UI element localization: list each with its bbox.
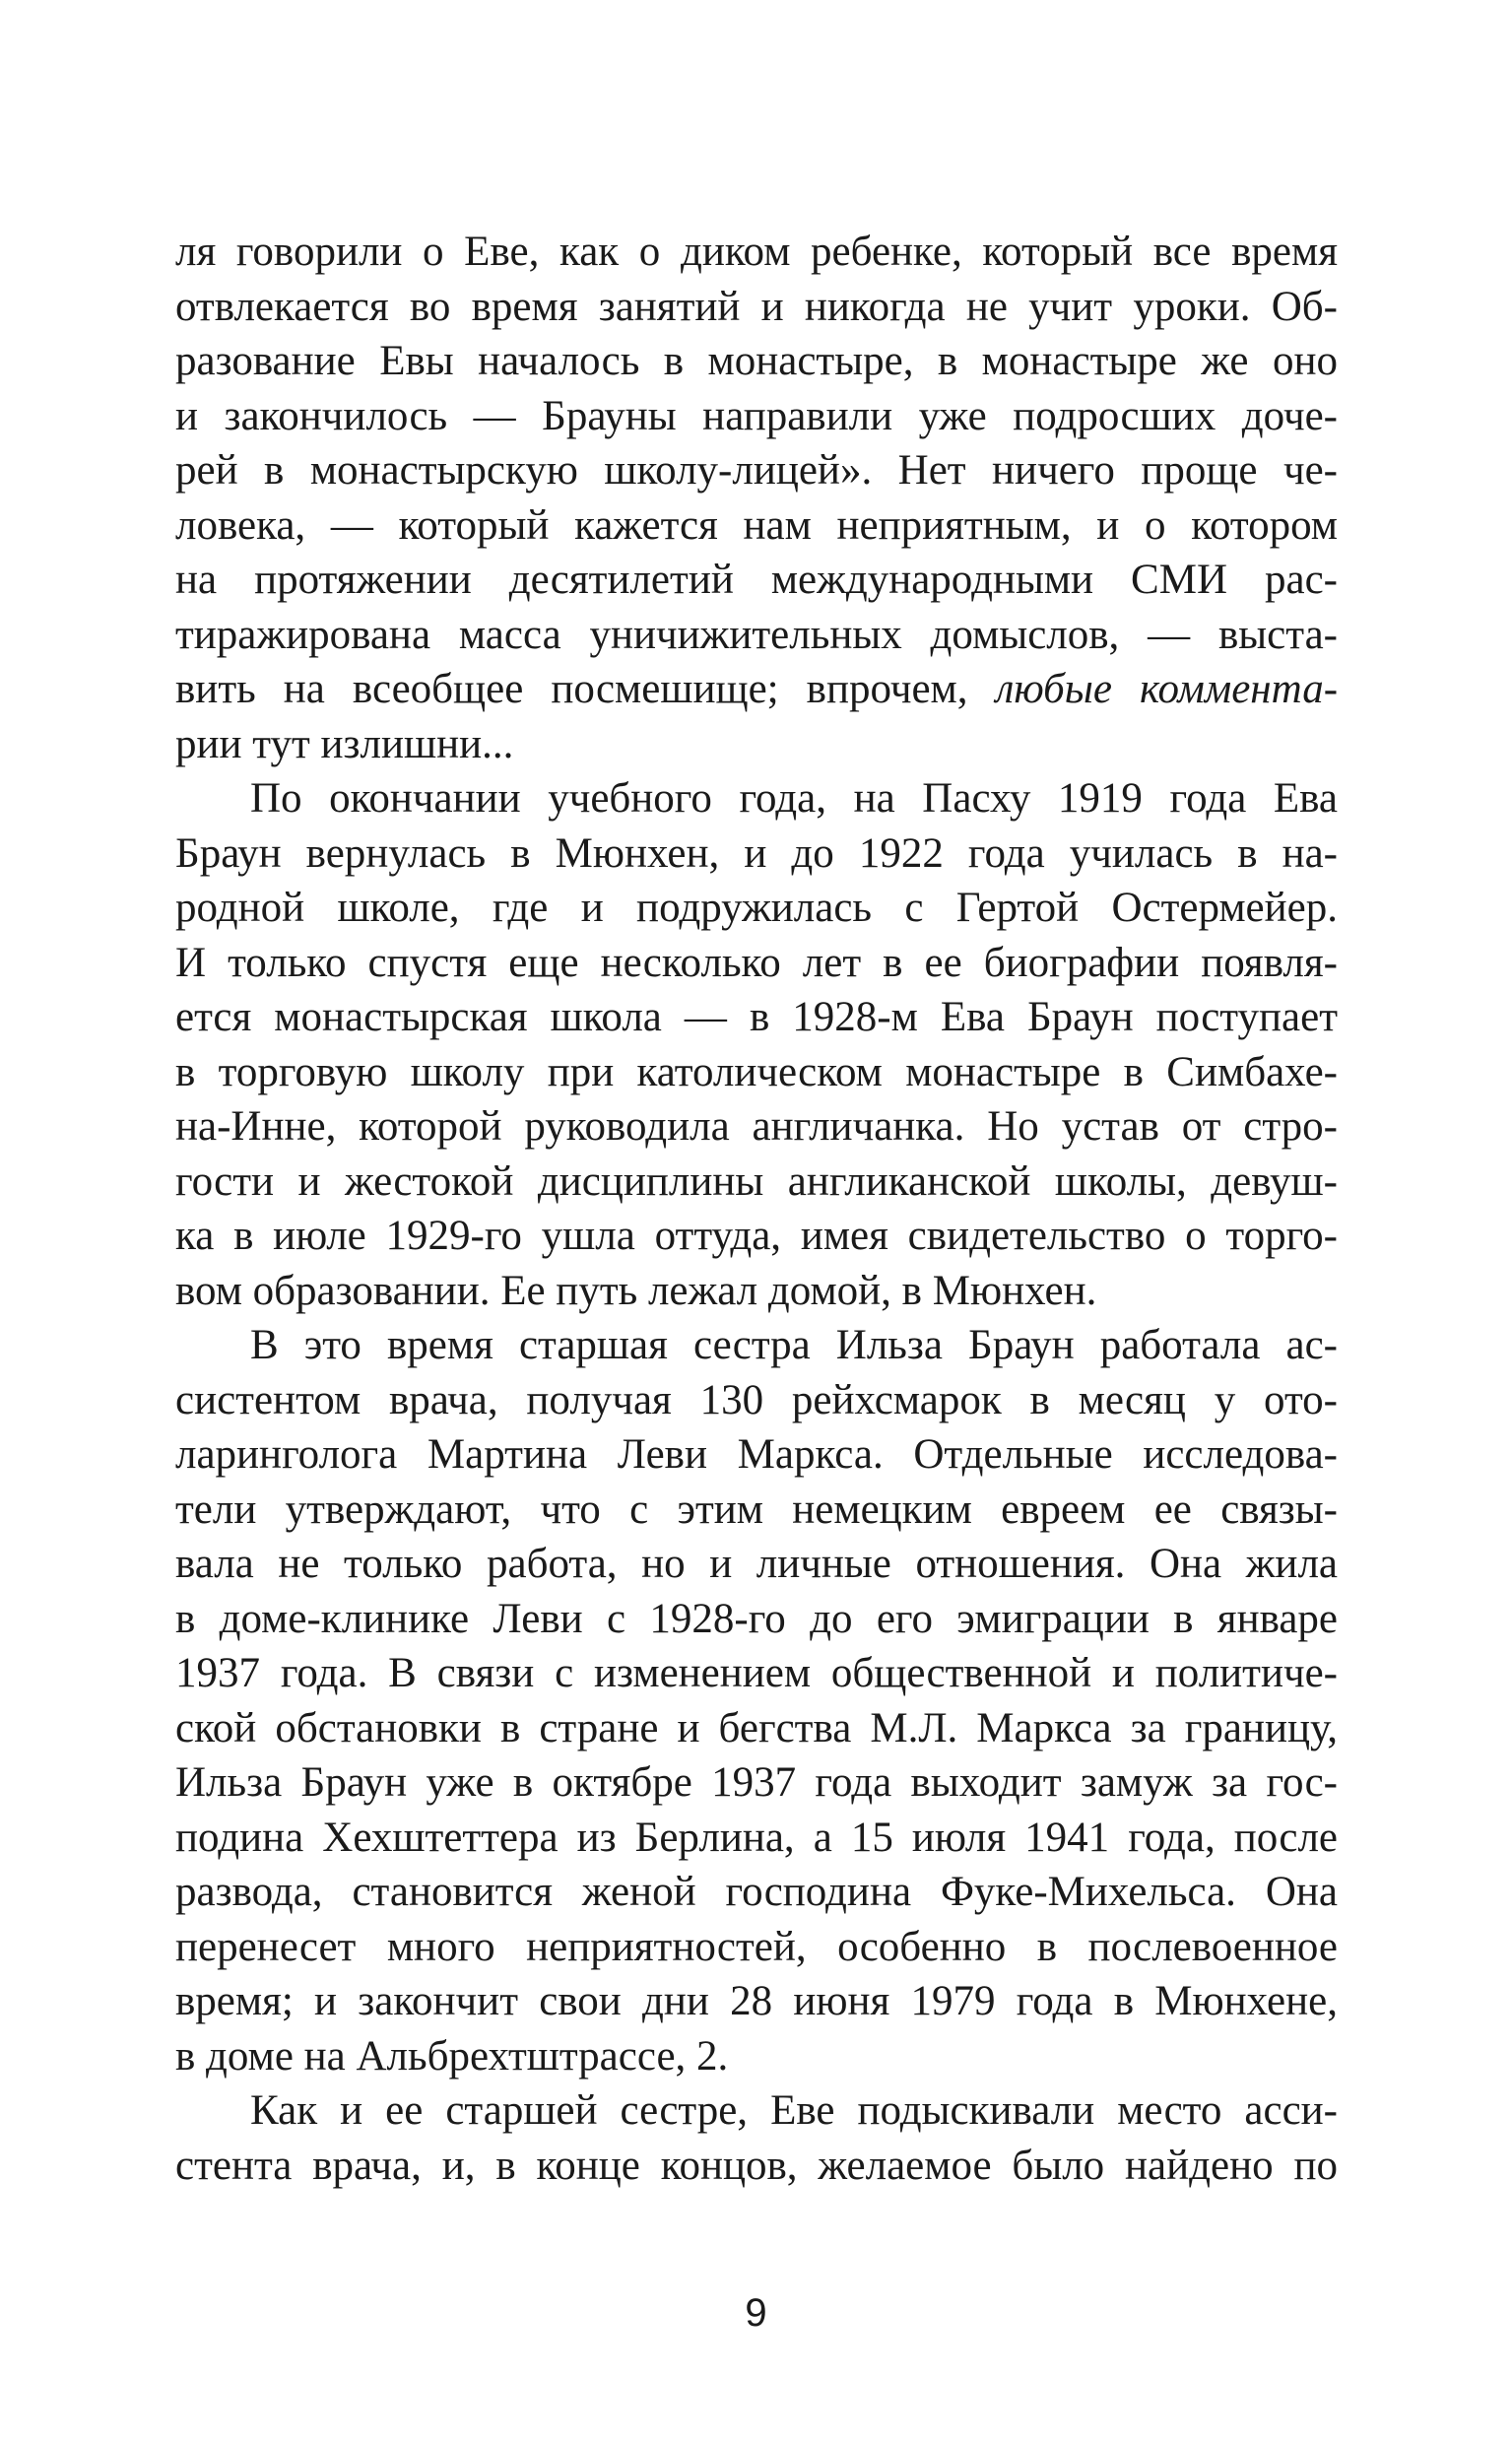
text-line: и закончилось — Брауны направили уже подросших доче-	[175, 392, 1338, 439]
text-line: ля говорили о Еве, как о диком ребенке, который все время	[175, 229, 1338, 275]
text-line: время; и закончит свои дни 28 июня 1979 года в Мюнхене,	[175, 1978, 1338, 2024]
italic-text: любые коммента-	[995, 666, 1339, 712]
text-line: на протяжении десятилетий международными СМИ рас-	[175, 557, 1338, 603]
text-line: вом образовании. Ее путь лежал домой, в Мюнхен.	[175, 1267, 1097, 1314]
text-line: И только спустя еще несколько лет в ее биографии появля-	[175, 939, 1338, 986]
text-line: стента врача, и, в конце концов, желаемое было найдено по	[175, 2142, 1338, 2189]
text-line: в доме-клинике Леви с 1928-го до его эмиграции в январе	[175, 1595, 1338, 1642]
text-line: развода, становится женой господина Фуке-Михельса. Она	[175, 1869, 1338, 1915]
text-line-roman: вить на всеобщее посмешище; впрочем,	[175, 666, 968, 712]
page-number: 9	[745, 2291, 767, 2335]
text-line: ларинголога Мартина Леви Маркса. Отдельные исследова-	[175, 1431, 1338, 1478]
text-line: систентом врача, получая 130 рейхсмарок в месяц у ото-	[175, 1376, 1338, 1423]
text-line: Браун вернулась в Мюнхен, и до 1922 года училась в на-	[175, 829, 1338, 877]
text-line: вала не только работа, но и личные отношения. Она жила	[175, 1541, 1338, 1587]
text-line: ловека, — который кажется нам неприятным, и о котором	[175, 501, 1338, 549]
text-line: гости и жестокой дисциплины англиканской школы, девуш-	[175, 1157, 1338, 1205]
paragraph	[175, 771, 1338, 1318]
text-line: ка в июле 1929-го ушла оттуда, имея свидетельство о торго-	[175, 1213, 1338, 1259]
paragraph	[175, 1318, 1338, 2083]
text-line: родной школе, где и подружилась с Гертой Остермейер.	[175, 885, 1338, 931]
paragraph	[175, 225, 1338, 771]
text-line-mixed	[175, 662, 1338, 717]
text-line: перенесет много неприятностей, особенно в послевоенное	[175, 1923, 1338, 1970]
text-line-italic: рии тут излишни...	[175, 720, 514, 767]
text-line: ется монастырская школа — в 1928-м Ева Браун поступает	[175, 994, 1338, 1040]
text-line: в торговую школу при католическом монастыре в Симбахе-	[175, 1048, 1338, 1095]
paragraph	[175, 2083, 1338, 2193]
text-line: Ильза Браун уже в октябре 1937 года выходит замуж за гос-	[175, 1759, 1338, 1806]
text-line: разование Евы началось в монастыре, в монастыре же оно	[175, 338, 1338, 384]
text-line: на-Инне, которой руководила англичанка. Но устав от стро-	[175, 1103, 1338, 1150]
text-line: В это время старшая сестра Ильза Браун работала ас-	[250, 1322, 1338, 1368]
text-line: 1937 года. В связи с изменением общественной и политиче-	[175, 1650, 1338, 1696]
text-line: тели утверждают, что с этим немецким евреем ее связы-	[175, 1486, 1338, 1533]
text-line: Как и ее старшей сестре, Еве подыскивали место асси-	[250, 2087, 1338, 2134]
text-line: в доме на Альбрехтштрассе, 2.	[175, 2032, 729, 2080]
text-line: подина Хехштеттера из Берлина, а 15 июля 1941 года, после	[175, 1814, 1338, 1861]
body-text	[175, 225, 1338, 2193]
text-line: ской обстановки в стране и бегства М.Л. Маркса за границу,	[175, 1704, 1338, 1751]
text-line: рей в монастырскую школу-лицей». Нет ничего проще че-	[175, 447, 1338, 494]
text-line: По окончании учебного года, на Пасху 1919 года Ева	[250, 775, 1338, 822]
text-line: тиражирована масса уничижительных домыслов, — выста-	[175, 611, 1338, 658]
text-line: отвлекается во время занятий и никогда не учит уроки. Об-	[175, 283, 1338, 330]
